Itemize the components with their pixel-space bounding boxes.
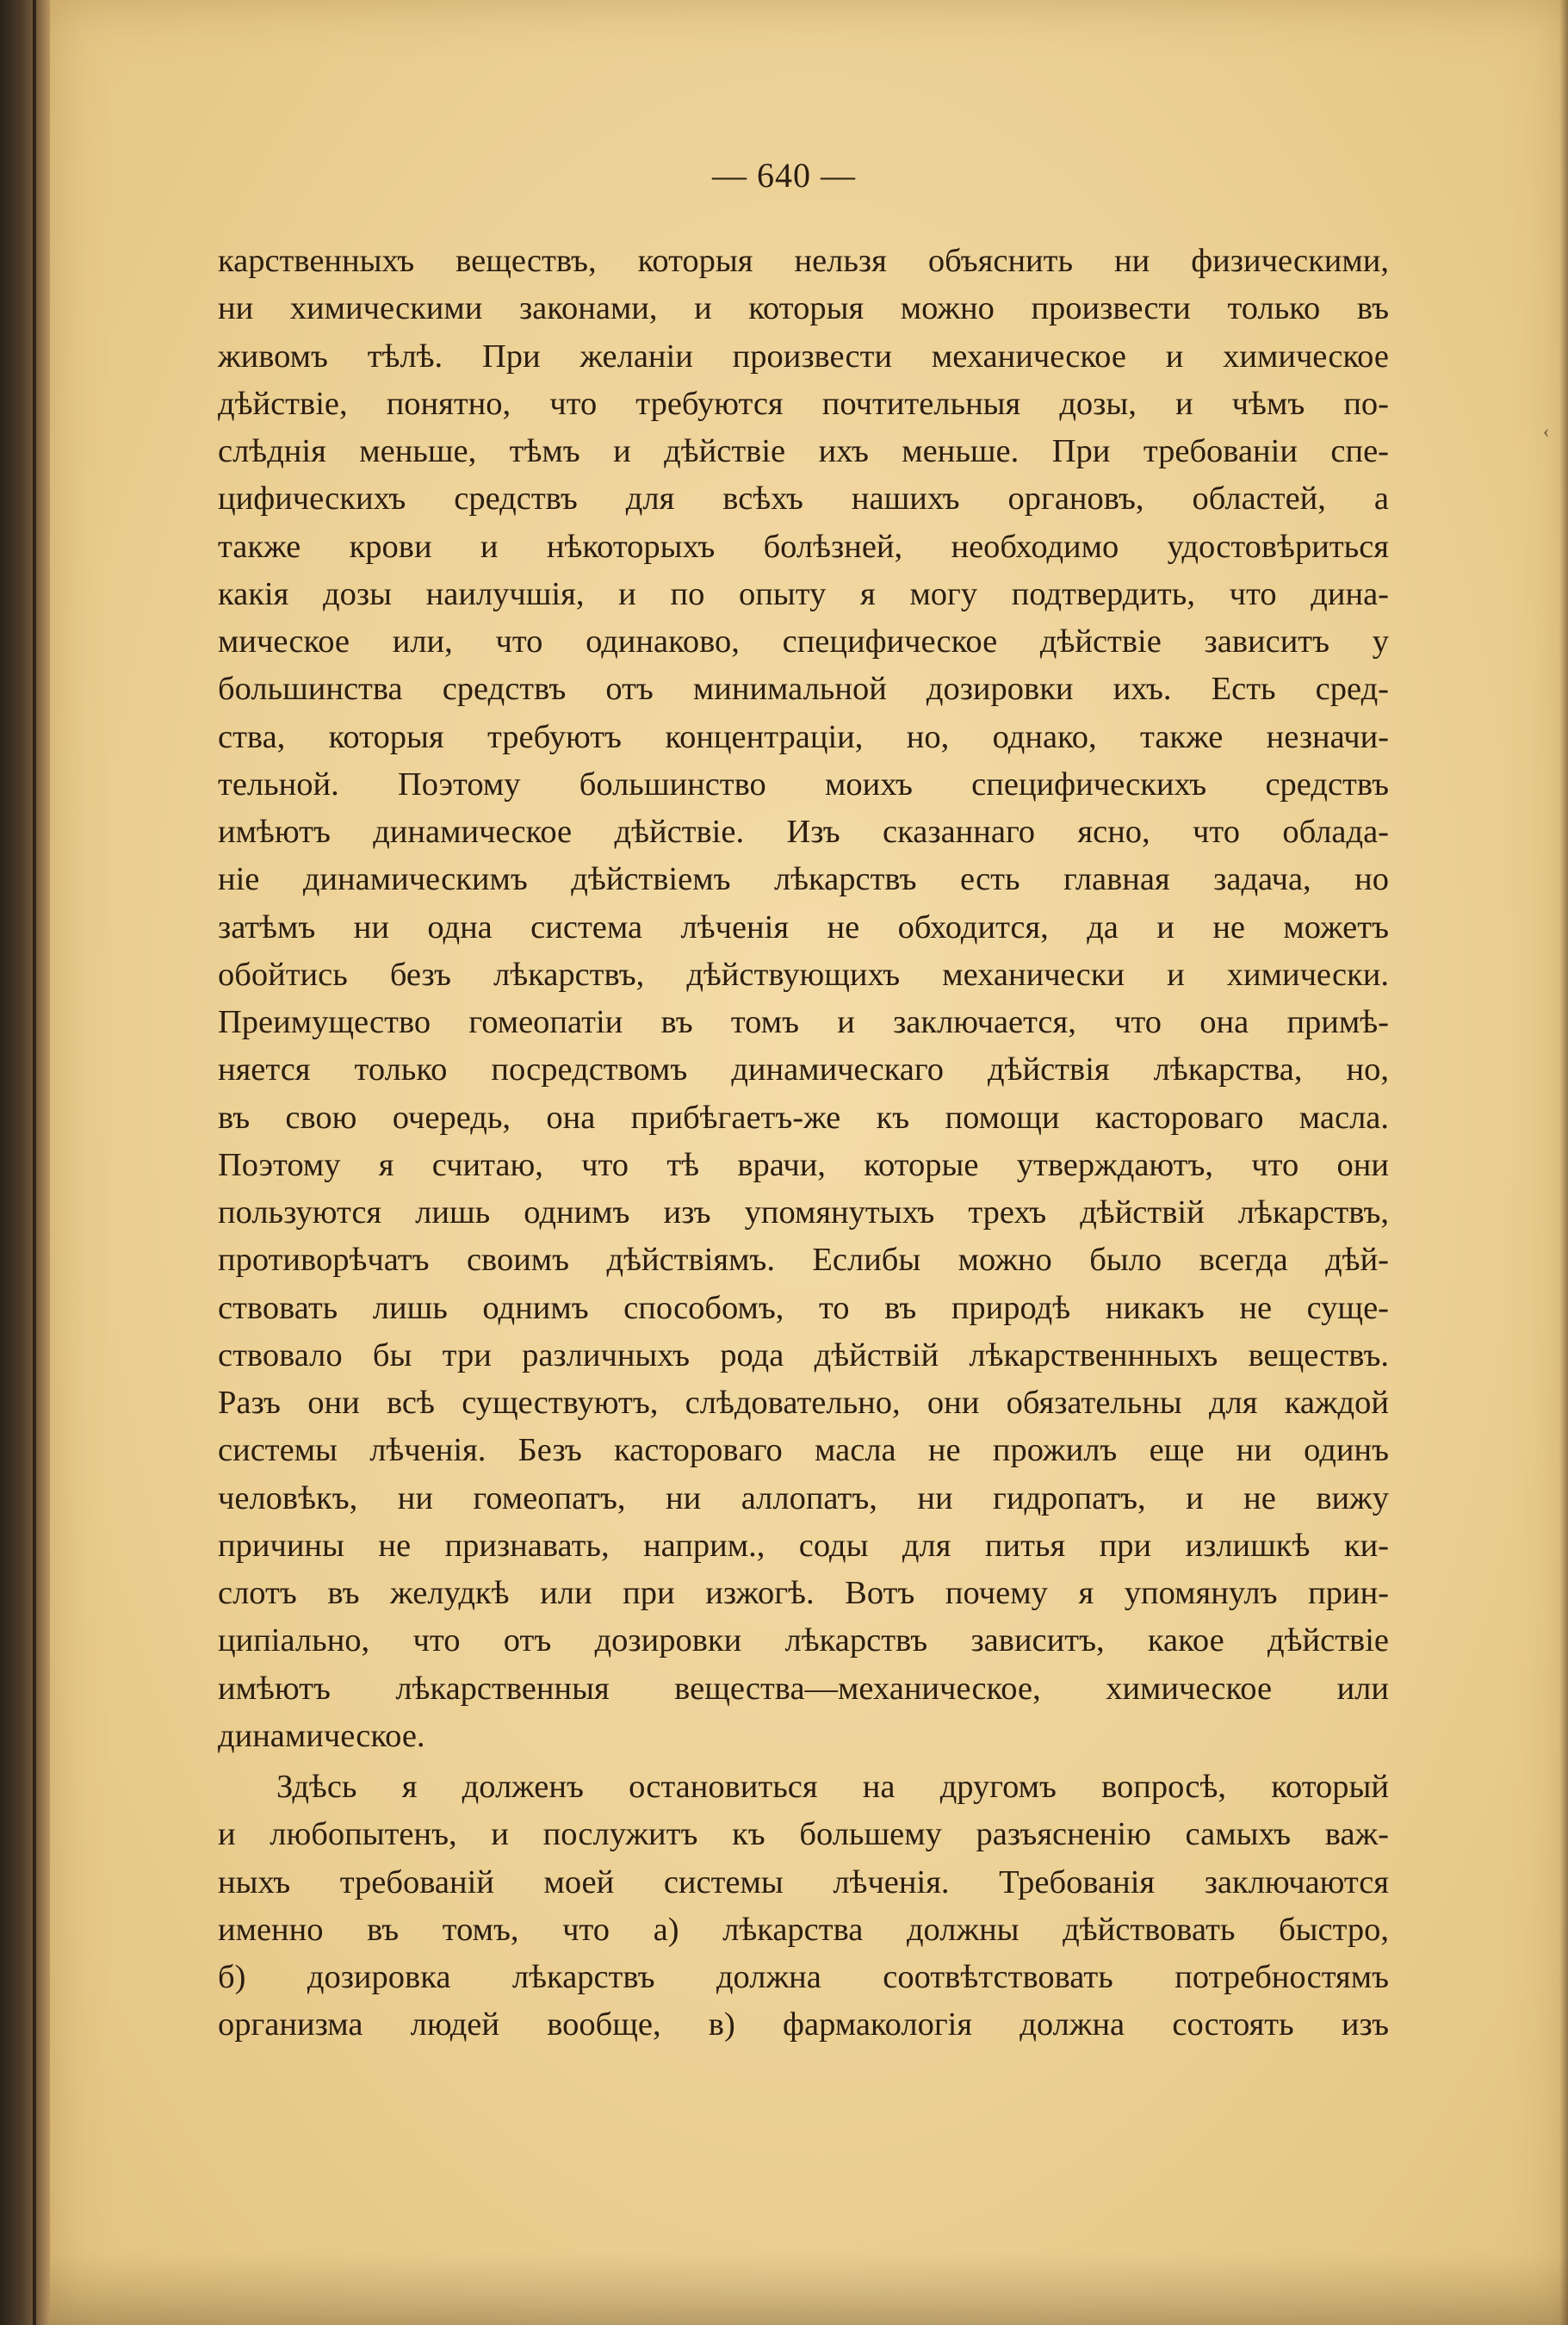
text-line: пользуются лишь однимъ изъ упомянутыхъ трехъ дѣйствій лѣкарствъ, xyxy=(218,1194,1389,1231)
text-line: карственныхъ веществъ, которыя нельзя объяснить ни физическими, xyxy=(218,243,1389,279)
paragraph-1 xyxy=(218,238,1389,1760)
text-line-indented: Здѣсь я долженъ остановиться на другомъ вопросѣ, который xyxy=(276,1769,1389,1805)
page-bottom-shadow xyxy=(50,2252,1568,2325)
text-line: противорѣчатъ своимъ дѣйствіямъ. Еслибы можно было всегда дѣй- xyxy=(218,1242,1389,1279)
binding-shadow-line xyxy=(33,0,36,2325)
text-line-last: динамическое. xyxy=(218,1717,425,1754)
text-line: ципіально, что отъ дозировки лѣкарствъ зависитъ, какое дѣйствіе xyxy=(218,1622,1389,1659)
text-line: слѣднія меньше, тѣмъ и дѣйствіе ихъ меньше. При требованіи спе- xyxy=(218,433,1389,469)
text-line: обойтись безъ лѣкарствъ, дѣйствующихъ механически и химически. xyxy=(218,956,1389,993)
text-line: Поэтому я считаю, что тѣ врачи, которые утверждаютъ, что они xyxy=(218,1146,1389,1183)
text-line: мическое или, что одинаково, специфическое дѣйствіе зависитъ у xyxy=(218,623,1389,660)
text-line: няется только посредствомъ динамическаго дѣйствія лѣкарства, но, xyxy=(218,1051,1389,1088)
text-line: именно въ томъ, что а) лѣкарства должны дѣйствовать быстро, xyxy=(218,1911,1389,1948)
book-binding xyxy=(0,0,50,2325)
body-text xyxy=(218,238,1389,2049)
text-line: большинства средствъ отъ минимальной дозировки ихъ. Есть сред- xyxy=(218,671,1389,708)
page-right-edge xyxy=(1559,0,1568,2325)
text-line: ства, которыя требуютъ концентраціи, но, однако, также незначи- xyxy=(218,718,1389,755)
text-line: также крови и нѣкоторыхъ болѣзней, необходимо удостовѣриться xyxy=(218,528,1389,565)
text-line: затѣмъ ни одна система лѣченія не обходится, да и не можетъ xyxy=(218,908,1389,946)
text-line: живомъ тѣлѣ. При желаніи произвести механическое и химическое xyxy=(218,338,1389,375)
text-line: системы лѣченія. Безъ касторовaго масла не прожилъ еще ни одинъ xyxy=(218,1432,1389,1469)
text-line: въ свою очередь, она прибѣгаетъ-же къ помощи касторовaго масла. xyxy=(218,1099,1389,1136)
page-number: — 640 — xyxy=(712,156,856,195)
text-line: причины не признавать, наприм., соды для питья при излишкѣ ки- xyxy=(218,1527,1389,1564)
text-line: какія дозы наилучшія, и по опыту я могу подтвердить, что дина- xyxy=(218,575,1389,612)
text-line: имѣютъ динамическое дѣйствіе. Изъ сказаннаго ясно, что облада- xyxy=(218,814,1389,850)
text-line: цифическихъ средствъ для всѣхъ нашихъ органовъ, областей, а xyxy=(218,480,1389,518)
text-line: слотъ въ желудкѣ или при изжогѣ. Вотъ почему я упомянулъ прин- xyxy=(218,1575,1389,1611)
text-line: и любопытенъ, и послужитъ къ большему разъясненію самыхъ важ- xyxy=(218,1816,1389,1853)
text-line: организма людей вообще, в) фармакологія должна состоять изъ xyxy=(218,2006,1389,2043)
text-line: Разъ они всѣ существуютъ, слѣдовательно, они обязательны для каждой xyxy=(218,1385,1389,1421)
text-line: имѣютъ лѣкарственныя вещества—механическое, химическое или xyxy=(218,1670,1389,1707)
text-line: ныхъ требованій моей системы лѣченія. Требованія заключаются xyxy=(218,1863,1389,1900)
paragraph-2 xyxy=(218,1764,1389,2049)
text-line: тельной. Поэтому большинство моихъ специфическихъ средствъ xyxy=(218,766,1389,803)
text-line: дѣйствіе, понятно, что требуются почтительныя дозы, и чѣмъ по- xyxy=(218,385,1389,422)
text-line: ствовать лишь однимъ способомъ, то въ природѣ никакъ не суще- xyxy=(218,1289,1389,1326)
text-line: б) дозировка лѣкарствъ должна соотвѣтствовать потребностямъ xyxy=(218,1959,1389,1995)
text-line: Преимущество гомеопатіи въ томъ и заключается, что она примѣ- xyxy=(218,1004,1389,1040)
text-line: ствовало бы три различныхъ рода дѣйствій лѣкарственнныхъ веществъ. xyxy=(218,1336,1389,1373)
text-line: человѣкъ, ни гомеопатъ, ни аллопатъ, ни гидропатъ, и не вижу xyxy=(218,1479,1389,1516)
margin-mark: ‹ xyxy=(1543,420,1550,442)
text-line: ніе динамическимъ дѣйствіемъ лѣкарствъ есть главная задача, но xyxy=(218,861,1389,898)
text-line: ни химическими законами, и которыя можно произвести только въ xyxy=(218,290,1389,327)
